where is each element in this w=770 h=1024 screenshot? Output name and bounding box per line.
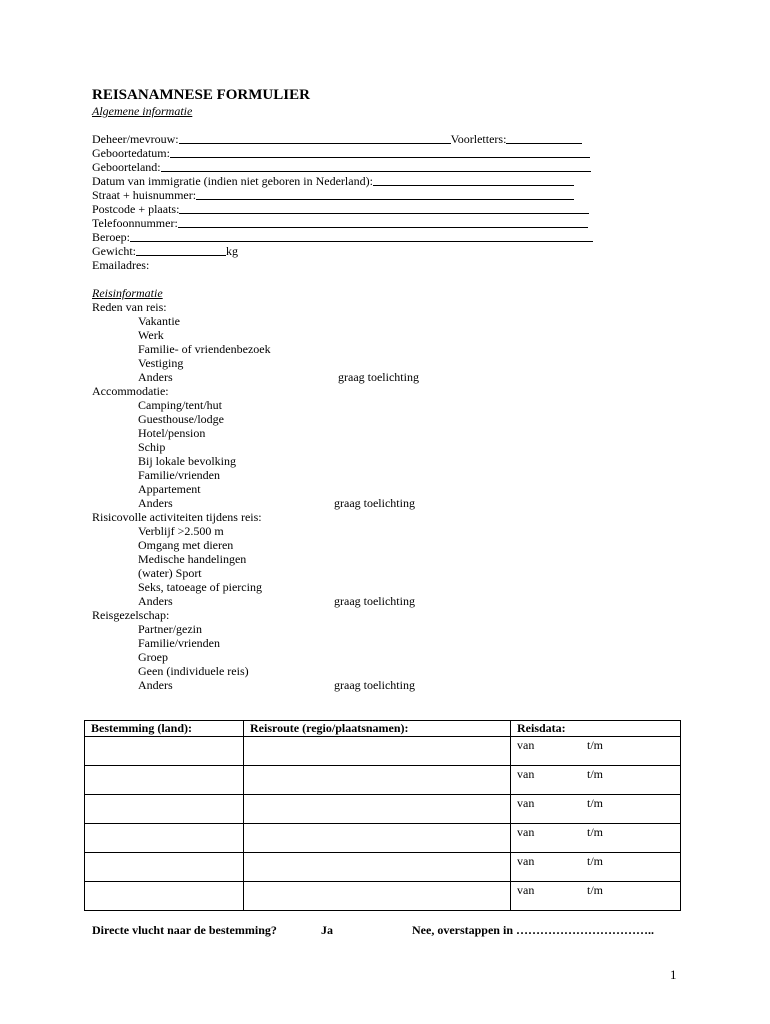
table-row	[85, 795, 681, 824]
weight-field[interactable]	[136, 244, 226, 256]
route-cell[interactable]	[244, 737, 511, 766]
initials-field[interactable]	[506, 132, 582, 144]
postcode-field[interactable]	[179, 202, 589, 214]
phone-label: Telefoonnummer:	[92, 216, 178, 230]
table-header-row	[85, 721, 681, 737]
table-row	[85, 737, 681, 766]
accommodation-option[interactable]: Schip	[138, 440, 166, 454]
risk-note: graag toelichting	[334, 594, 415, 608]
birthdate-field-row	[92, 146, 590, 160]
address-field-row	[92, 188, 574, 202]
phone-field[interactable]	[178, 216, 588, 228]
direct-flight-no[interactable]: Nee, overstappen in ……………………………..	[412, 923, 654, 937]
risk-option[interactable]: Verblijf >2.500 m	[138, 524, 224, 538]
postcode-label: Postcode + plaats:	[92, 202, 180, 216]
destination-table	[84, 720, 681, 911]
reason-option[interactable]: Vestiging	[138, 356, 184, 370]
dates-cell[interactable]	[511, 824, 681, 853]
direct-flight-question: Directe vlucht naar de bestemming?	[92, 923, 277, 937]
route-cell[interactable]	[244, 853, 511, 882]
destination-cell[interactable]	[85, 824, 244, 853]
dates-header: Reisdata:	[511, 721, 681, 737]
table-row	[85, 766, 681, 795]
destination-cell[interactable]	[85, 737, 244, 766]
accommodation-option[interactable]: Familie/vrienden	[138, 468, 220, 482]
table-row	[85, 824, 681, 853]
birthdate-field[interactable]	[170, 146, 590, 158]
dates-cell[interactable]	[511, 737, 681, 766]
name-field[interactable]	[179, 132, 451, 144]
route-header: Reisroute (regio/plaatsnamen):	[244, 721, 511, 737]
destination-cell[interactable]	[85, 766, 244, 795]
reason-option[interactable]: Anders	[138, 370, 173, 384]
immigration-field[interactable]	[373, 174, 574, 186]
phone-field-row	[92, 216, 588, 230]
risk-option[interactable]: Seks, tatoeage of piercing	[138, 580, 262, 594]
accommodation-option[interactable]: Hotel/pension	[138, 426, 206, 440]
destination-cell[interactable]	[85, 795, 244, 824]
dates-cell[interactable]	[511, 795, 681, 824]
risk-option[interactable]: Medische handelingen	[138, 552, 247, 566]
general-info-heading: Algemene informatie	[92, 104, 193, 118]
postcode-field-row	[92, 202, 589, 216]
date-from-label: van	[517, 883, 535, 897]
travel-info-heading: Reisinformatie	[92, 286, 163, 300]
date-to-label: t/m	[587, 825, 604, 839]
date-to-label: t/m	[587, 796, 604, 810]
company-option[interactable]: Partner/gezin	[138, 622, 202, 636]
risk-option[interactable]: Anders	[138, 594, 173, 608]
reason-option[interactable]: Familie- of vriendenbezoek	[138, 342, 271, 356]
route-cell[interactable]	[244, 795, 511, 824]
destination-cell[interactable]	[85, 882, 244, 911]
profession-field[interactable]	[130, 230, 593, 242]
date-from-label: van	[517, 796, 535, 810]
dates-cell[interactable]	[511, 882, 681, 911]
accommodation-option[interactable]: Camping/tent/hut	[138, 398, 222, 412]
date-from-label: van	[517, 767, 535, 781]
company-option[interactable]: Geen (individuele reis)	[138, 664, 249, 678]
direct-flight-yes[interactable]: Ja	[321, 923, 333, 937]
birthcountry-label: Geboorteland:	[92, 160, 161, 174]
date-from-label: van	[517, 854, 535, 868]
risk-option[interactable]: Omgang met dieren	[138, 538, 234, 552]
weight-field-row	[92, 244, 238, 258]
company-note: graag toelichting	[334, 678, 415, 692]
reason-option[interactable]: Werk	[138, 328, 164, 342]
profession-field-row	[92, 230, 593, 244]
birthcountry-field[interactable]	[161, 160, 591, 172]
email-label: Emailadres:	[92, 258, 150, 272]
dates-cell[interactable]	[511, 766, 681, 795]
risk-label: Risicovolle activiteiten tijdens reis:	[92, 510, 262, 524]
weight-label: Gewicht:	[92, 244, 136, 258]
immigration-field-row	[92, 174, 574, 188]
weight-unit: kg	[226, 244, 238, 258]
company-option[interactable]: Groep	[138, 650, 168, 664]
accommodation-note: graag toelichting	[334, 496, 415, 510]
accommodation-option[interactable]: Appartement	[138, 482, 201, 496]
date-to-label: t/m	[587, 854, 604, 868]
risk-option[interactable]: (water) Sport	[138, 566, 202, 580]
date-to-label: t/m	[587, 883, 604, 897]
name-label: Deheer/mevrouw:	[92, 132, 179, 146]
destination-header: Bestemming (land):	[85, 721, 244, 737]
accommodation-option[interactable]: Guesthouse/lodge	[138, 412, 224, 426]
page-number: 1	[670, 967, 677, 982]
reason-option[interactable]: Vakantie	[138, 314, 180, 328]
route-cell[interactable]	[244, 882, 511, 911]
reason-note: graag toelichting	[338, 370, 419, 384]
address-field[interactable]	[196, 188, 574, 200]
date-from-label: van	[517, 738, 535, 752]
dates-cell[interactable]	[511, 853, 681, 882]
accommodation-option[interactable]: Anders	[138, 496, 173, 510]
date-from-label: van	[517, 825, 535, 839]
table-row	[85, 853, 681, 882]
company-option[interactable]: Familie/vrienden	[138, 636, 220, 650]
reason-label: Reden van reis:	[92, 300, 167, 314]
date-to-label: t/m	[587, 767, 604, 781]
address-label: Straat + huisnummer:	[92, 188, 197, 202]
initials-label: Voorletters:	[450, 132, 507, 146]
name-field-row	[92, 132, 582, 146]
birthdate-label: Geboortedatum:	[92, 146, 170, 160]
destination-cell[interactable]	[85, 853, 244, 882]
form-title: REISANAMNESE FORMULIER	[92, 87, 310, 103]
birthcountry-field-row	[92, 160, 591, 174]
profession-label: Beroep:	[92, 230, 130, 244]
accommodation-label: Accommodatie:	[92, 384, 169, 398]
company-label: Reisgezelschap:	[92, 608, 170, 622]
company-option[interactable]: Anders	[138, 678, 173, 692]
date-to-label: t/m	[587, 738, 604, 752]
route-cell[interactable]	[244, 824, 511, 853]
route-cell[interactable]	[244, 766, 511, 795]
accommodation-option[interactable]: Bij lokale bevolking	[138, 454, 236, 468]
table-row	[85, 882, 681, 911]
immigration-label: Datum van immigratie (indien niet geboren in Nederland):	[92, 174, 373, 188]
